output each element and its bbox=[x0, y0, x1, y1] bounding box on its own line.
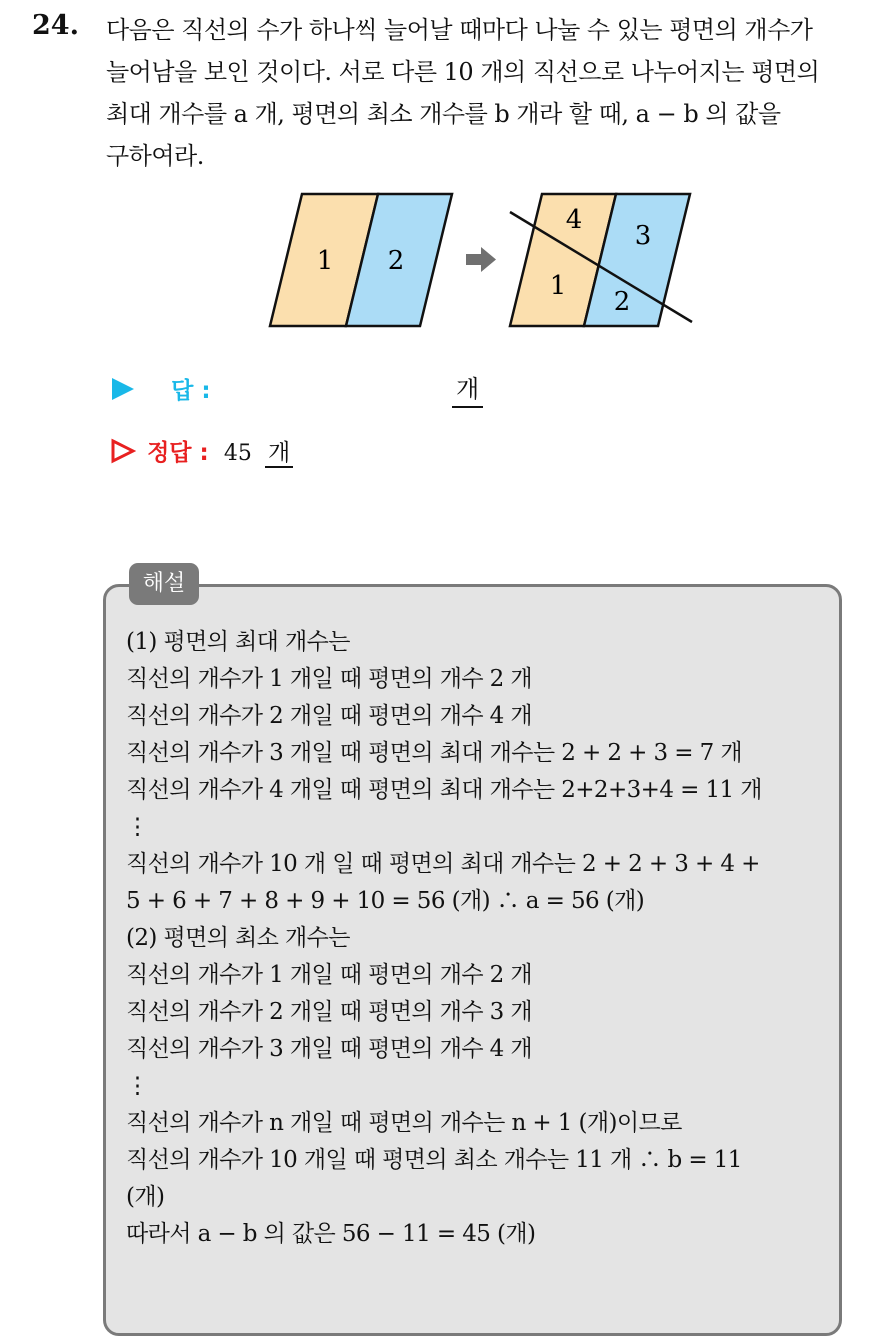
filled-triangle-icon bbox=[110, 376, 136, 402]
explanation-line: 직선의 개수가 1 개일 때 평면의 개수 2 개 bbox=[126, 666, 533, 692]
plane-division-figure bbox=[262, 184, 702, 338]
explanation-line: 직선의 개수가 2 개일 때 평면의 개수 4 개 bbox=[126, 703, 533, 729]
explanation-line: 직선의 개수가 n 개일 때 평면의 개수는 n + 1 (개)이므로 bbox=[126, 1110, 682, 1136]
left-region-label: 1 bbox=[316, 246, 334, 276]
question-line: 최대 개수를 a 개, 평면의 최소 개수를 b 개라 할 때, a − b 의 값을 bbox=[106, 100, 781, 128]
explanation-line: 직선의 개수가 10 개일 때 평면의 최소 개수는 11 개 ∴ b = 11 bbox=[126, 1147, 742, 1173]
outline-triangle-icon bbox=[110, 438, 136, 464]
right-arrow-icon bbox=[466, 247, 496, 272]
explanation-line: 직선의 개수가 3 개일 때 평면의 최대 개수는 2 + 2 + 3 = 7 개 bbox=[126, 740, 742, 766]
question-line: 다음은 직선의 수가 하나씩 늘어날 때마다 나눌 수 있는 평면의 개수가 bbox=[106, 16, 813, 44]
explanation-line: (개) bbox=[126, 1184, 165, 1210]
plane-division-svg bbox=[262, 184, 702, 334]
explanation-line: 직선의 개수가 2 개일 때 평면의 개수 3 개 bbox=[126, 999, 533, 1025]
left-region-label: 2 bbox=[387, 246, 405, 276]
explanation-line: (2) 평면의 최소 개수는 bbox=[126, 925, 350, 951]
explanation-line: (1) 평면의 최대 개수는 bbox=[126, 629, 350, 655]
question-line: 늘어남을 보인 것이다. 서로 다른 10 개의 직선으로 나누어지는 평면의 bbox=[106, 58, 820, 86]
explanation-tab: 해설 bbox=[129, 563, 199, 605]
correct-answer-row bbox=[110, 434, 293, 467]
explanation-line: ⋮ bbox=[126, 814, 149, 840]
explanation-line: 5 + 6 + 7 + 8 + 9 + 10 = 56 (개) ∴ a = 56 (개) bbox=[126, 888, 645, 914]
explanation-line: ⋮ bbox=[126, 1073, 149, 1099]
question-line: 구하여라. bbox=[106, 142, 204, 170]
answer-row bbox=[110, 372, 211, 405]
answer-label: 답 : bbox=[171, 378, 211, 404]
question-number: 24. bbox=[32, 10, 79, 41]
explanation-line: 직선의 개수가 4 개일 때 평면의 최대 개수는 2+2+3+4 = 11 개 bbox=[126, 777, 762, 803]
question-text bbox=[106, 10, 862, 178]
explanation-line: 직선의 개수가 3 개일 때 평면의 개수 4 개 bbox=[126, 1036, 533, 1062]
right-region-label: 2 bbox=[613, 287, 631, 317]
explanation-line: 직선의 개수가 1 개일 때 평면의 개수 2 개 bbox=[126, 962, 533, 988]
right-region-label: 1 bbox=[549, 271, 567, 301]
explanation-line: 따라서 a − b 의 값은 56 − 11 = 45 (개) bbox=[126, 1221, 536, 1247]
explanation-body bbox=[126, 624, 826, 1253]
explanation-line: 직선의 개수가 10 개 일 때 평면의 최대 개수는 2 + 2 + 3 + 4 + bbox=[126, 851, 760, 877]
correct-answer-value: 45 bbox=[223, 441, 252, 466]
correct-answer-label: 정답 : bbox=[147, 440, 209, 466]
right-region-label: 3 bbox=[634, 221, 652, 251]
right-region-label: 4 bbox=[565, 205, 583, 235]
correct-answer-unit: 개 bbox=[265, 440, 293, 468]
answer-blank-unit[interactable]: 개 bbox=[452, 372, 483, 408]
